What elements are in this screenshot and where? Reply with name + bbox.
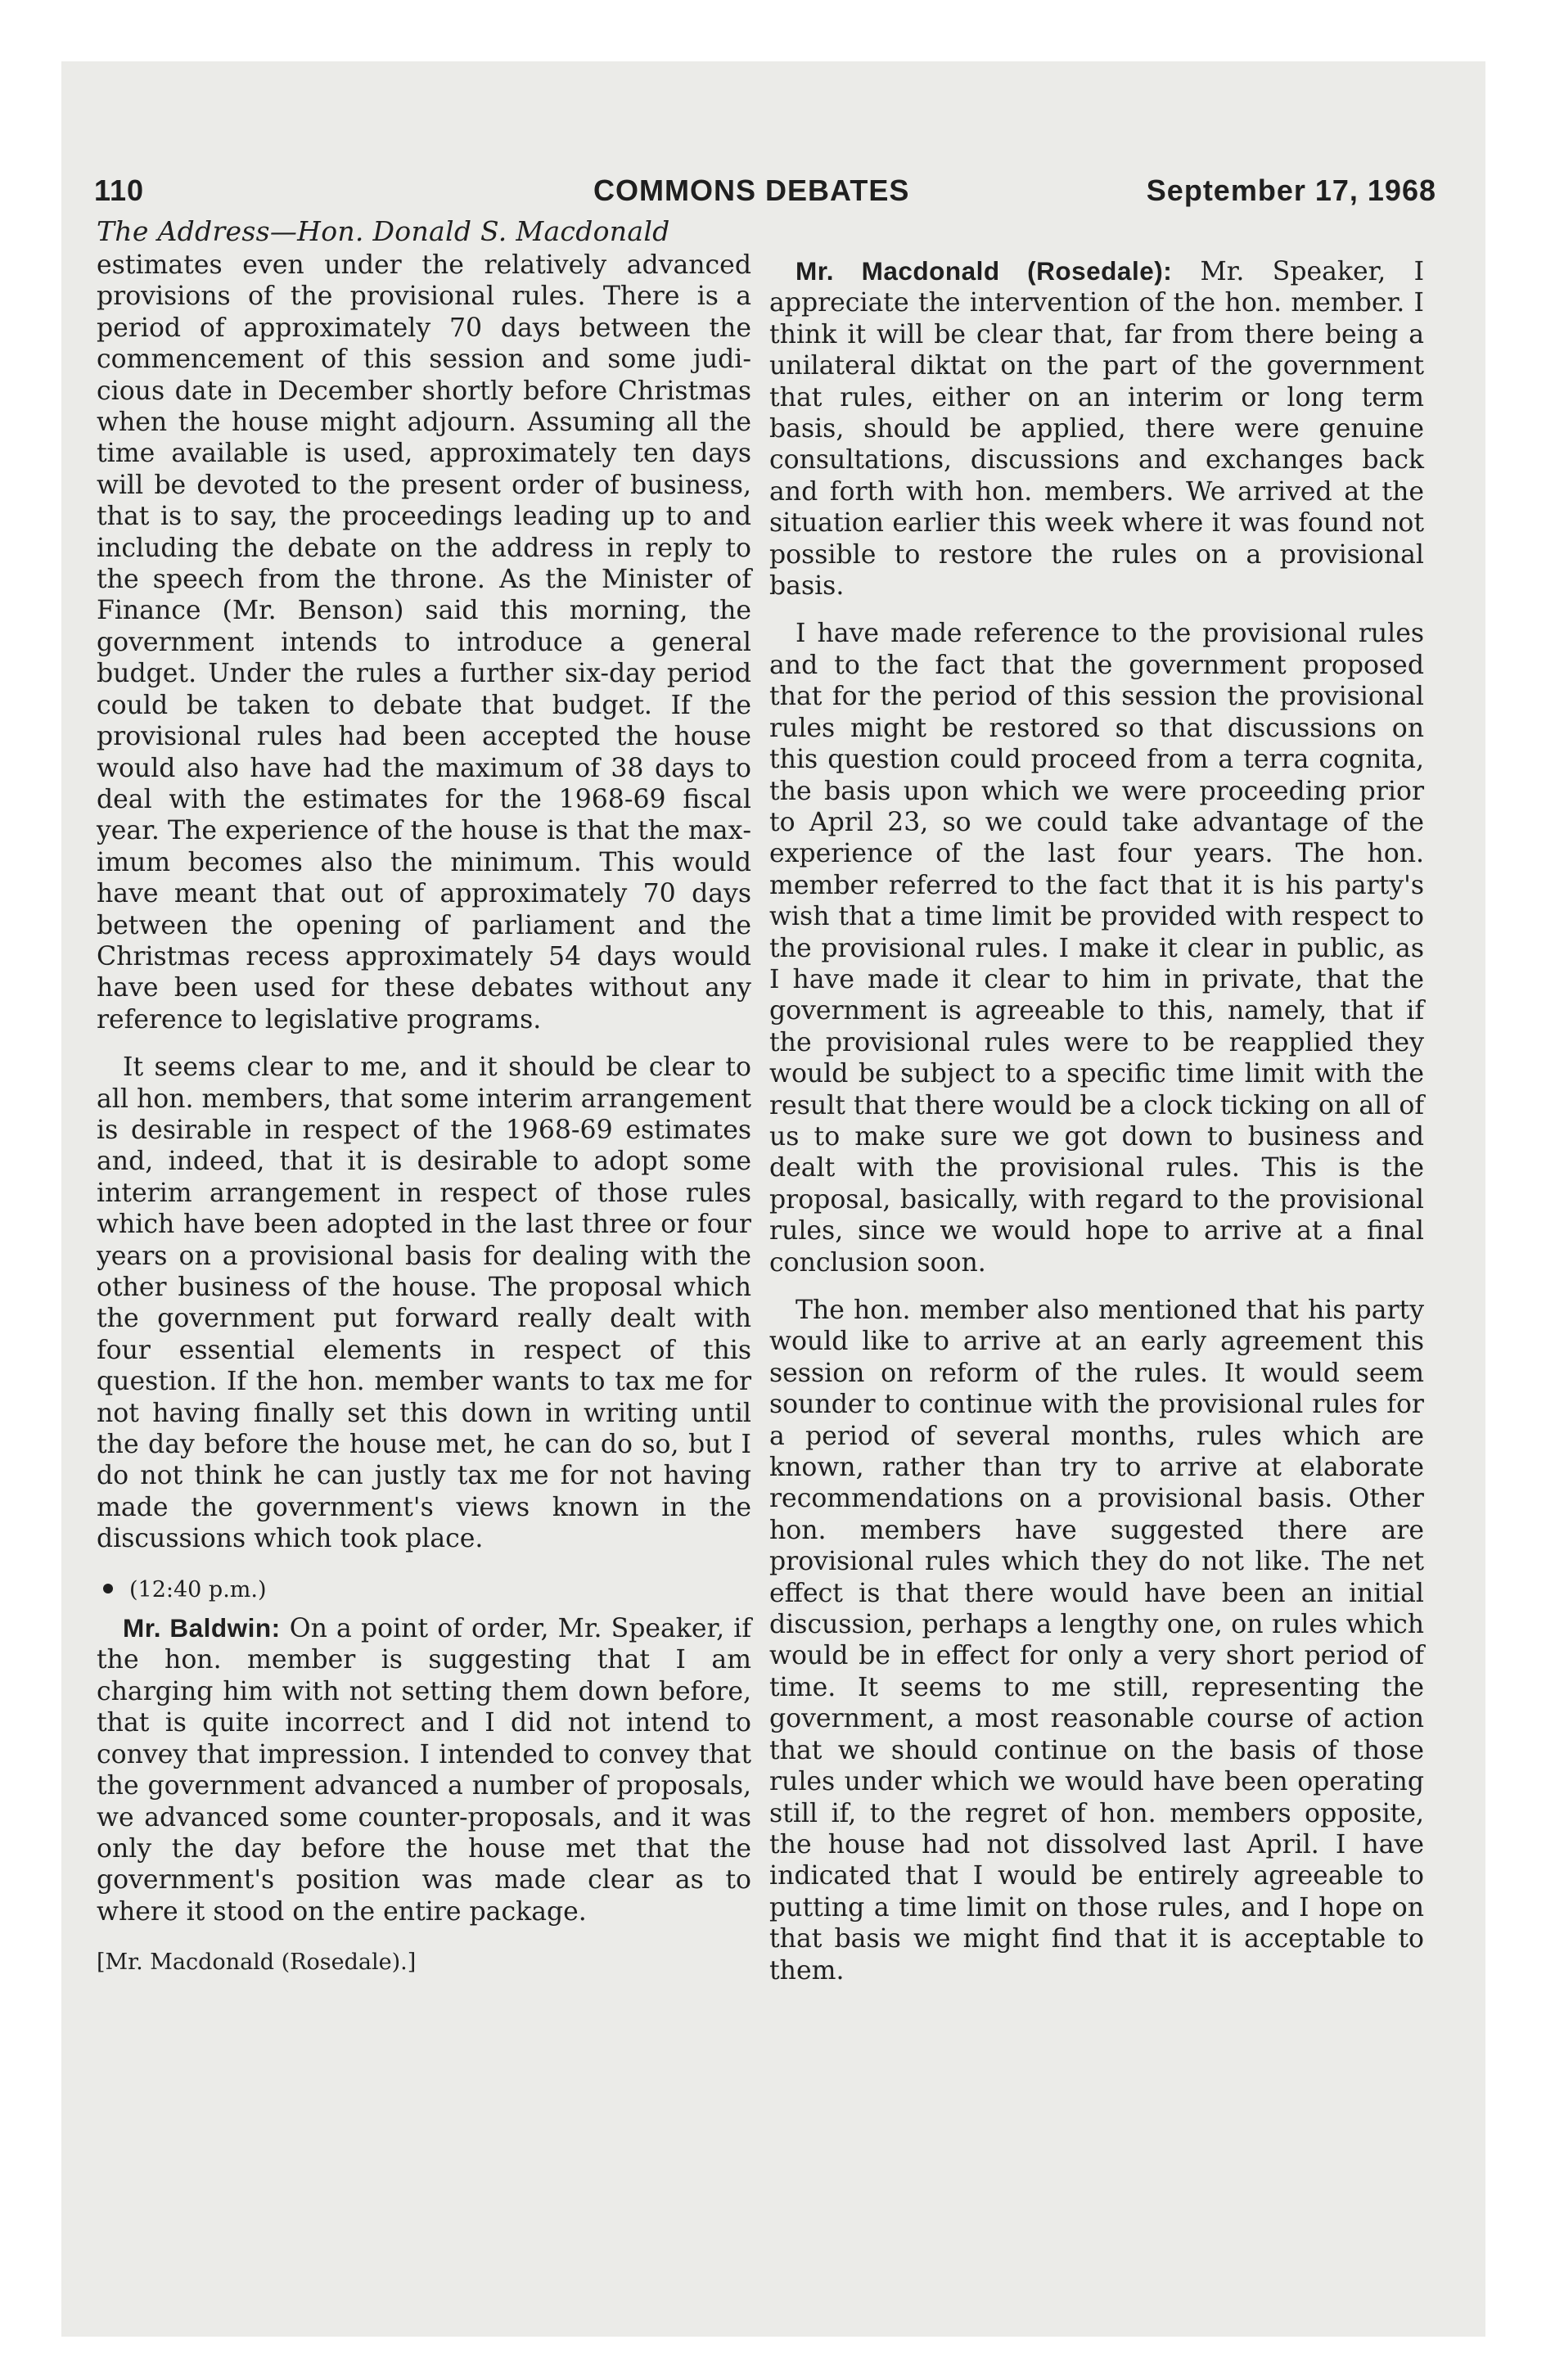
page-header [94, 174, 1436, 214]
running-head: The Address—Hon. Donald S. Macdonald [97, 215, 670, 247]
paragraph: estimates even under the relatively advanced provisions of the provisional rules. There is a period of approximately 70 days between the commencement of this session and some judicious date in December shortly before Christmas when the house might adjourn. Assuming all the time available is used, approximately ten days will be devoted to the present order of business, that is to say, the proceedings leading up to and including the debate on the address in reply to the speech from the throne. As the Minister of Finance (Mr. Benson) said this morning, the government intends to introduce a general budget. Under the rules a further six-day period could be taken to debate that budget. If the provisional rules had been accepted the house would also have had the maximum of 38 days to deal with the estimates for the 1968-69 fiscal year. The experience of the house is that the maximum becomes also the minimum. This would have meant that out of approximately 70 days between the opening of parliament and the Christmas recess approximately 54 days would have been used for these debates without any reference to legislative programs. [97, 250, 751, 1034]
speech-text: On a point of order, Mr. Speaker, if the hon. member is suggesting that I am charging him with not setting them down before, that is quite incorrect and I did not intend to convey that impression. I intended to convey that the government advanced a number of proposals, we advanced some counter-proposals, and it was only the day before the house met that the government's position was made clear as to where it stood on the entire package. [97, 1614, 752, 1927]
speech-paragraph [97, 1612, 751, 1927]
issue-date: September 17, 1968 [1146, 174, 1436, 207]
paragraph: It seems clear to me, and it should be clear to all hon. members, that some interim arrangement is desirable in respect of the 1968-69 estimates and, indeed, that it is desirable to adopt some interim arrangement in respect of those rules which have been adopted in the last three or four years on a provisional basis for dealing with the other business of the house. The proposal which the government put forward really dealt with four essential elements in respect of this question. If the hon. member wants to tax me for not having finally set this down in writing until the day before the house met, he can do so, but I do not think he can justly tax me for not having made the government's views known in the discussions which took place. [97, 1053, 751, 1554]
right-column [769, 255, 1424, 1986]
speaker-name: Mr. Macdonald (Rosedale): [796, 256, 1173, 286]
paragraph: I have made reference to the provisional rules and to the fact that the government proposed that for the period of this session the provisional rules might be restored so that discussions on this question could proceed from a terra cognita, the basis upon which we were proceeding prior to April 23, so we could take advantage of the experience of the last four years. The hon. member referred to the fact that it is his party's wish that a time limit be provided with respect to the provisional rules. I make it clear in public, as I have made it clear to him in private, that the government is agreeable to this, namely, that if the provisional rules were to be reapplied they would be subject to a specific time limit with the result that there would be a clock ticking on all of us to make sure we got down to business and dealt with the provisional rules. This is the proposal, basically, with regard to the provisional rules, since we would hope to arrive at a final conclusion soon. [769, 619, 1424, 1278]
publication-title: COMMONS DEBATES [593, 174, 910, 207]
page-number: 110 [94, 174, 145, 207]
time-stamp: (12:40 p.m.) [129, 1576, 267, 1602]
speaker-attribution: [Mr. Macdonald (Rosedale).] [97, 1950, 417, 1976]
speaker-name: Mr. Baldwin: [123, 1613, 281, 1643]
bullet-icon [103, 1584, 113, 1593]
time-marker [97, 1575, 751, 1606]
paragraph: The hon. member also mentioned that his party would like to arrive at an early agreement this session on reform of the rules. It would seem sounder to continue with the provisional rules for a period of several months, rules which are known, rather than try to arrive at elaborate recommendations on a provisional basis. Other hon. members have suggested there are provisional rules which they do not like. The net effect is that there would have been an initial discussion, perhaps a lengthy one, on rules which would be in effect for only a very short period of time. It seems to me still, representing the government, a most reasonable course of action that we should continue on the basis of those rules under which we would have been operating still if, to the regret of hon. members opposite, the house had not dissolved last April. I have indicated that I would be entirely agreeable to putting a time limit on those rules, and I hope on that basis we might find that it is acceptable to them. [769, 1296, 1424, 1986]
speech-paragraph [769, 255, 1424, 602]
left-column [97, 250, 751, 1979]
speech-text: Mr. Speaker, I appreciate the intervention of the hon. member. I think it will be clear that, far from there being a unilateral diktat on the part of the government that rules, either on an interim or long term basis, should be applied, there were genuine consultations, discussions and exchanges back and forth with hon. members. We arrived at the situation earlier this week where it was found not possible to restore the rules on a provisional basis. [769, 257, 1425, 602]
